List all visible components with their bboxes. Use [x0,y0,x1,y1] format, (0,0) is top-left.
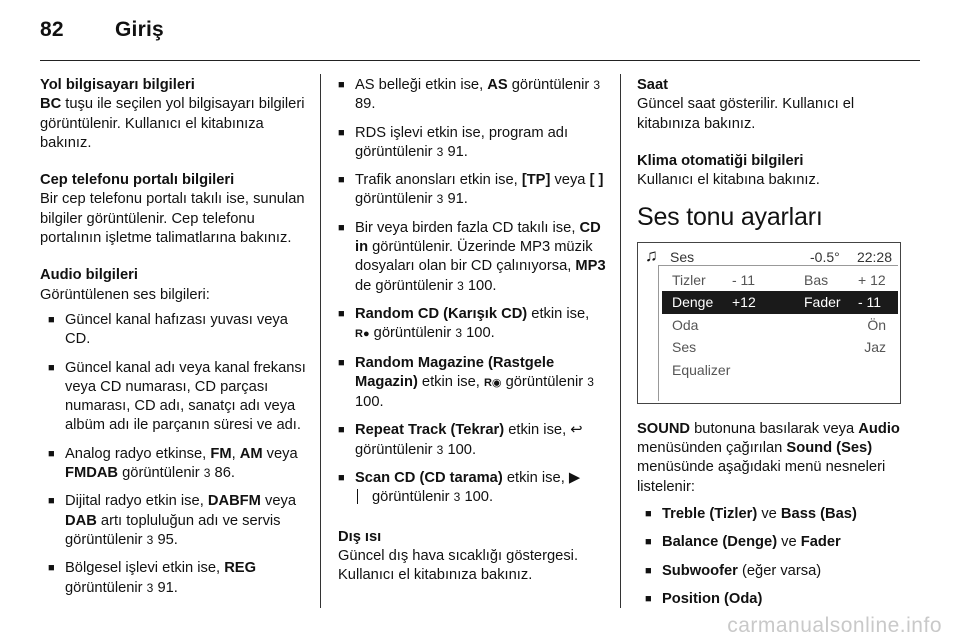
ref-arrow-icon: 3 [457,278,464,293]
repeat-icon: ↩ [570,422,583,439]
list-item: ■ Dijital radyo etkin ise, DABFM veya DAB artı topluluğun adı ve servis görüntülenir 3 95. [48,492,308,550]
scan-icon: ▶ [568,470,581,487]
phone-text: Bir cep telefonu portalı takılı ise, sunulan bilgiler görüntülenir. Cep telefonu portalının işletme talimatlarına bakınız. [40,191,305,247]
ref-arrow-icon: 3 [436,192,444,207]
column-1 [40,76,308,607]
column-3 [637,76,905,618]
clock-section [637,76,905,134]
menu-row-sound: Ses Jaz [672,339,886,356]
audio-list [40,311,308,598]
screen-title: Ses [670,248,695,265]
ref-arrow-icon: 3 [593,78,601,92]
list-item: ■ Trafik anonsları etkin ise, [TP] veya [ ] görüntülenir 3 91. [338,171,606,210]
menu-row-equalizer: Equalizer [672,361,731,378]
ref-arrow-icon: 3 [453,490,461,505]
random-cd-icon: R● [355,328,370,341]
list-item: ■ Treble (Tizler) ve Bass (Bas) [645,505,905,524]
list-item: ■ Random CD (Karışık CD) etkin ise, R● görüntülenir 3 100. [338,305,606,345]
ref-arrow-icon: 3 [587,374,594,389]
list-item: ■ Bölgesel işlevi etkin ise, REG görüntülenir 3 91. [48,559,308,598]
list-item: ■ Random Magazine (Rastgele Magazin) etkin ise, R◉ görüntülenir 3 100. [338,354,606,413]
sound-menu-list [637,505,905,609]
list-item: ■ Bir veya birden fazla CD takılı ise, CD in görüntülenir. Üzerinde MP3 müzik dosyaları olan bir CD çalınıyorsa, MP3 de görüntülenir 3 100. [338,219,606,296]
ref-arrow-icon: 3 [146,532,154,547]
menu-row-position: Oda Ön [672,316,886,333]
ref-arrow-icon: 3 [436,144,444,159]
column-divider [320,74,321,608]
trip-text: tuşu ile seçilen yol bilgisayarı bilgileri görüntülenir. Kullanıcı el kitabınıza bakınız. [40,96,305,151]
list-item: ■ Analog radyo etkinse, FM, AM veya FMDAB görüntülenir 3 86. [48,445,308,484]
list-item: ■ Repeat Track (Tekrar) etkin ise, ↩ görüntülenir 3 100. [338,421,606,460]
header-rule [40,60,920,61]
ref-arrow-icon: 3 [203,466,211,481]
menu-row-treble-bass: Tizler - 11 Bas + 12 [672,271,886,288]
trip-computer-section [40,76,308,153]
list-item: ■ Position (Oda) [645,590,905,609]
column-divider [620,74,621,608]
outside-text: Güncel dış hava sıcaklığı göstergesi. Kullanıcı el kitabınıza bakınız. [338,547,579,584]
sound-menu [662,269,898,382]
music-note-icon: ♫ [645,245,658,265]
list-item: ■ RDS işlevi etkin ise, program adı görüntülenir 3 91. [338,124,606,163]
sound-menu-screen [637,242,901,404]
column-2 [338,76,606,604]
list-item: ■ Güncel kanal hafızası yuvası veya CD. [48,311,308,350]
climate-section [637,152,905,191]
ref-arrow-icon: 3 [436,442,444,457]
clock-text: Güncel saat gösterilir. Kullanıcı el kitabınıza bakınız. [637,96,855,132]
list-item: ■ Scan CD (CD tarama) etkin ise, ▶ görüntülenir 3 100. [338,469,606,508]
status-list [338,76,606,508]
section-title: Ses tonu ayarları [637,203,823,232]
screen-status-bar [638,243,900,271]
trip-heading: Yol bilgisayarı bilgileri [40,77,195,93]
audio-intro: Görüntülenen ses bilgileri: [40,286,210,303]
page-number: 82 [40,18,64,41]
audio-section [40,266,308,597]
sound-menu-description: SOUND butonuna basılarak veya Audio menüsünden çağırılan Sound (Ses) menüsünde aşağıdaki menü nesneleri listelenir: [637,420,900,495]
outside-temp-section [338,528,606,586]
watermark: carmanualsonline.info [727,614,942,637]
list-item: ■ Güncel kanal adı veya kanal frekansı veya CD numarası, CD parçası numarası, CD adı, sanatçı adı veya albüm adı ile parçanın süresi ve adı. [48,359,308,436]
screen-time: 22:28 [856,248,892,265]
climate-text: Kullanıcı el kitabına bakınız. [637,172,820,189]
page-title: Giriş [115,18,164,41]
list-item: ■ Subwoofer (eğer varsa) [645,562,905,581]
list-item: ■ Balance (Denge) ve Fader [645,533,905,552]
audio-heading: Audio bilgileri [40,267,138,284]
ref-arrow-icon: 3 [455,326,463,341]
list-item: ■ AS belleği etkin ise, AS görüntülenir 3 89. [338,76,606,115]
phone-section [40,171,308,248]
ref-arrow-icon: 3 [146,580,154,595]
phone-heading: Cep telefonu portalı bilgileri [40,172,235,189]
climate-heading: Klima otomatiği bilgileri [637,152,804,169]
page-header [40,18,164,42]
clock-heading: Saat [637,77,669,93]
screen-temperature: -0.5° [810,248,840,265]
menu-row-balance-fader: Denge +12 Fader - 11 [662,291,898,314]
bc-key: BC [40,96,62,113]
outside-heading: Dış ısı [338,528,382,545]
scan-bar-icon [357,489,358,504]
random-magazine-icon: R◉ [483,376,502,389]
